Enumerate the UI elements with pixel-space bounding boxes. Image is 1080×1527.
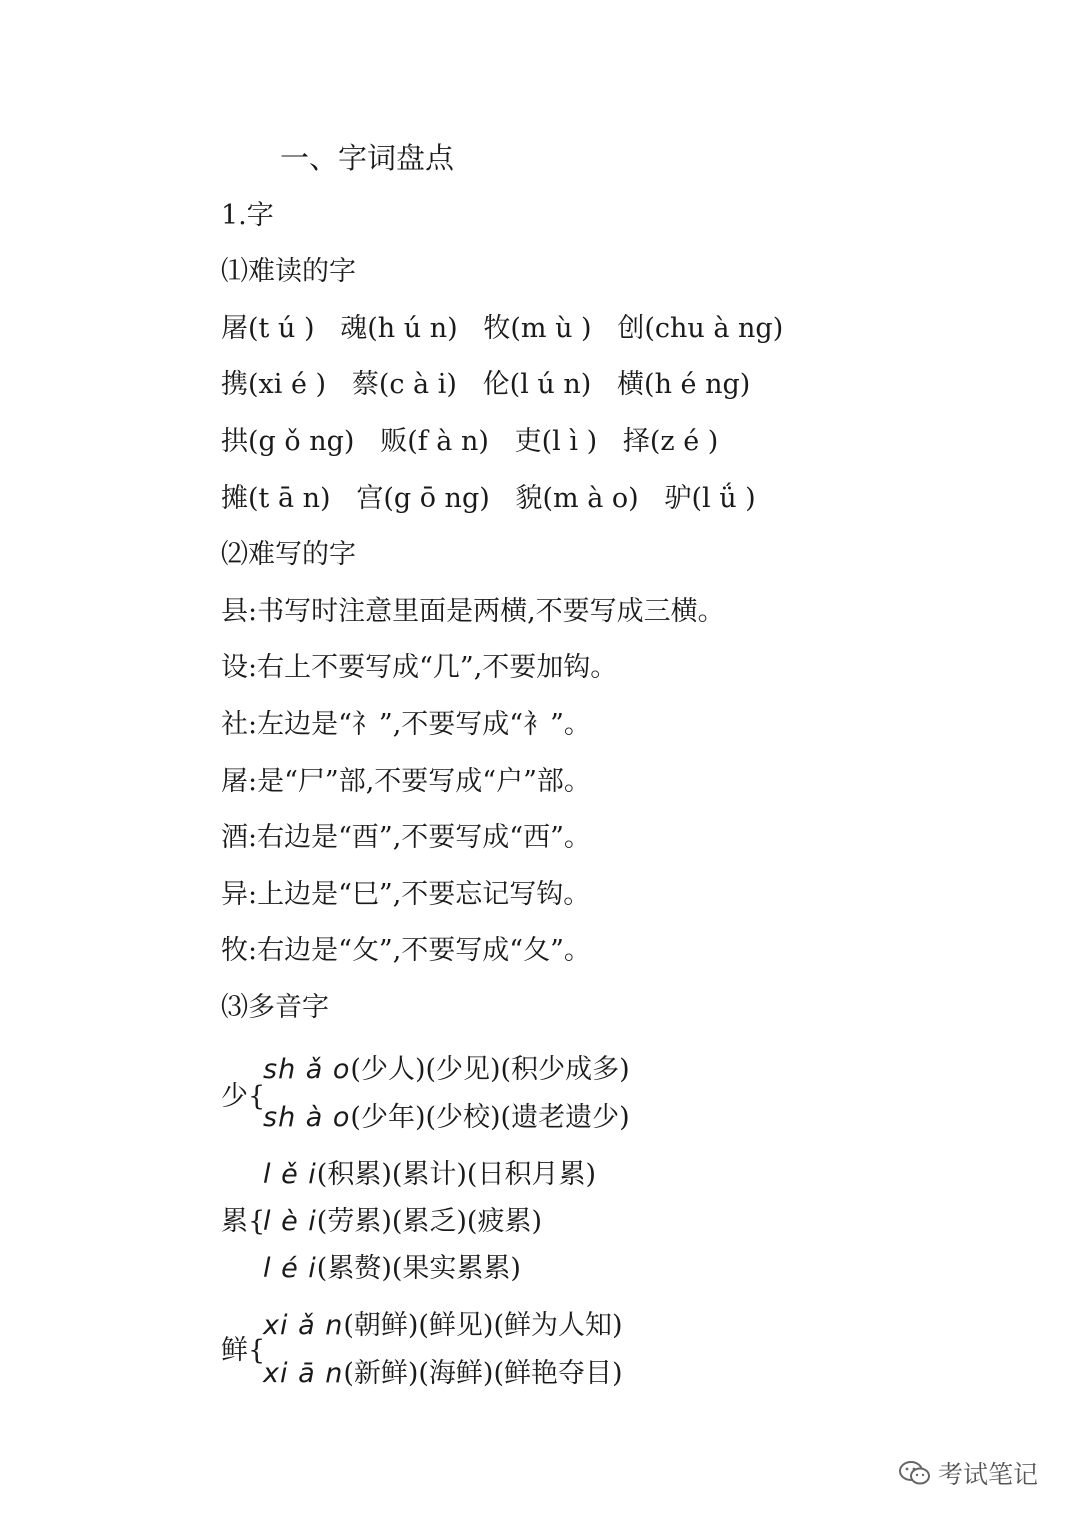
pinyin: l é i: [263, 1253, 317, 1284]
reading-row: 拱(g ǒ ng) 贩(f à n) 吏(l ì ) 择(z é ): [221, 426, 719, 457]
polyphone-reading: [263, 1251, 521, 1287]
subheading-hard-to-read: ⑴难读的字: [221, 256, 356, 287]
subheading-hard-to-write: ⑵难写的字: [221, 539, 356, 570]
writing-note: 屠:是“尸”部,不要写成“户”部。: [221, 766, 591, 797]
polyphone-char: 鲜{: [221, 1335, 266, 1366]
polyphone-char: 少{: [221, 1081, 266, 1112]
polyphone-reading: [263, 1356, 623, 1392]
pinyin: xi ā n: [263, 1358, 344, 1389]
writing-note: 牧:右边是“攵”,不要写成“夂”。: [221, 935, 591, 966]
pinyin: l è i: [263, 1206, 317, 1237]
polyphone-char: 累{: [221, 1206, 266, 1237]
example-words: (新鲜)(海鲜)(鲜艳夺目): [343, 1358, 623, 1389]
watermark: [898, 1453, 1038, 1493]
pinyin: sh ǎ o: [263, 1054, 351, 1085]
writing-note: 社:左边是“礻”,不要写成“衤”。: [221, 709, 591, 740]
section-title: 一、字词盘点: [280, 141, 455, 175]
writing-note: 异:上边是“巳”,不要忘记写钩。: [221, 879, 591, 910]
pinyin: l ě i: [263, 1159, 317, 1190]
watermark-text: 考试笔记: [938, 1460, 1039, 1489]
example-words: (积累)(累计)(日积月累): [316, 1159, 596, 1190]
polyphone-reading: [263, 1308, 623, 1344]
example-words: (朝鲜)(鲜见)(鲜为人知): [343, 1310, 623, 1341]
writing-note: 酒:右边是“酉”,不要写成“西”。: [221, 822, 591, 853]
writing-note: 县:书写时注意里面是两横,不要写成三横。: [221, 596, 725, 627]
pinyin: xi ǎ n: [263, 1310, 344, 1341]
polyphone-reading: [263, 1100, 630, 1136]
pinyin: sh à o: [263, 1102, 351, 1133]
subheading-characters: 1.字: [221, 200, 274, 231]
example-words: (累赘)(果实累累): [316, 1253, 521, 1284]
polyphone-reading: [263, 1157, 596, 1193]
reading-row: 摊(t ā n) 宫(g ō ng) 貌(m à o) 驴(l ǘ ): [221, 483, 756, 514]
reading-row: 携(xi é ) 蔡(c à i) 伦(l ú n) 横(h é ng): [221, 369, 751, 400]
writing-note: 设:右上不要写成“几”,不要加钩。: [221, 652, 618, 683]
example-words: (劳累)(累乏)(疲累): [316, 1206, 542, 1237]
reading-row: 屠(t ú ) 魂(h ú n) 牧(m ù ) 创(chu à ng): [221, 313, 784, 344]
wechat-icon: [898, 1459, 932, 1487]
example-words: (少人)(少见)(积少成多): [350, 1054, 630, 1085]
subheading-polyphones: ⑶多音字: [221, 992, 329, 1023]
polyphone-reading: [263, 1052, 630, 1088]
polyphone-reading: [263, 1204, 542, 1240]
example-words: (少年)(少校)(遗老遗少): [350, 1102, 630, 1133]
